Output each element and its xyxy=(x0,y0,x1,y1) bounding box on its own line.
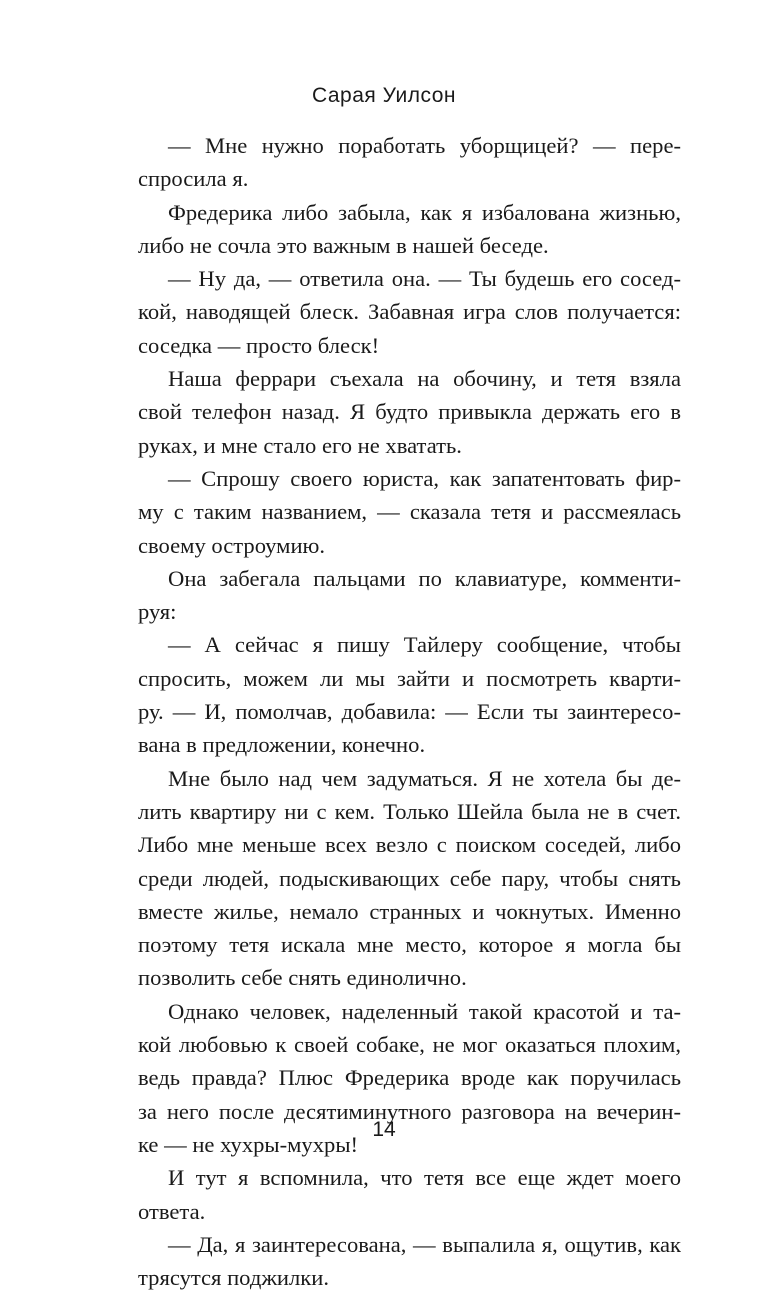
text-line: соседка — просто блеск! xyxy=(138,332,380,358)
text-line: поэтому тетя искала мне место, которое я могла бы xyxy=(138,932,681,958)
text-line: вместе жилье, немало странных и чокнутых. Именно xyxy=(138,898,681,924)
text-line: — Да, я заинтересована, — выпалила я, ощутив, как xyxy=(168,1231,681,1257)
text-line: — Ну да, — ответила она. — Ты будешь его сосед- xyxy=(168,266,681,292)
text-line: либо не сочла это важным в нашей беседе. xyxy=(138,232,549,258)
text-line: руках, и мне стало его не хватать. xyxy=(138,432,462,458)
text-line: ответа. xyxy=(138,1198,206,1224)
text-line: лить квартиру ни с кем. Только Шейла была не в счет. xyxy=(138,798,681,824)
text-line: свой телефон назад. Я будто привыкла держать его в xyxy=(138,399,681,425)
text-line: Наша феррари съехала на обочину, и тетя взяла xyxy=(168,366,681,392)
text-line: своему остроумию. xyxy=(138,532,326,558)
text-line: Либо мне меньше всех везло с поиском соседей, либо xyxy=(138,832,681,858)
text-line: Фредерика либо забыла, как я избалована жизнью, xyxy=(168,199,681,225)
text-line: кой, наводящей блеск. Забавная игра слов получается: xyxy=(138,299,681,325)
text-line: Она забегала пальцами по клавиатуре, комменти- xyxy=(168,565,681,591)
text-line: спросить, можем ли мы зайти и посмотреть кварти- xyxy=(138,665,681,691)
text-line: спросила я. xyxy=(138,166,249,192)
text-line: позволить себе снять единолично. xyxy=(138,965,467,991)
text-line: Однако человек, наделенный такой красотой и та- xyxy=(168,998,681,1024)
text-line: ведь правда? Плюс Фредерика вроде как поручилась xyxy=(138,1065,681,1091)
page-number: 14 xyxy=(372,1118,396,1141)
running-head-author: Сарая Уилсон xyxy=(311,84,457,107)
text-line: ру. — И, помолчав, добавила: — Если ты заинтересо- xyxy=(138,699,681,725)
text-line: руя: xyxy=(138,599,177,625)
text-line: — А сейчас я пишу Тайлеру сообщение, чтобы xyxy=(168,632,681,658)
text-line: ке — не хухры-мухры! xyxy=(138,1131,359,1157)
text-line: И тут я вспомнила, что тетя все еще ждет моего xyxy=(168,1165,681,1191)
text-line: за него после десятиминутного разговора на вечерин- xyxy=(138,1098,681,1124)
text-line: вана в предложении, конечно. xyxy=(138,732,426,758)
text-line: Мне было над чем задуматься. Я не хотела бы де- xyxy=(168,765,681,791)
text-line: трясутся поджилки. xyxy=(138,1265,330,1291)
text-line: среди людей, подыскивающих себе пару, чтобы снять xyxy=(138,865,681,891)
text-line: му с таким названием, — сказала тетя и рассмеялась xyxy=(138,499,681,525)
text-line: кой любовью к своей собаке, не мог оказаться плохим, xyxy=(138,1032,681,1058)
text-line: — Спрошу своего юриста, как запатентовать фир- xyxy=(168,465,681,491)
text-line: — Мне нужно поработать уборщицей? — пере- xyxy=(168,133,681,158)
